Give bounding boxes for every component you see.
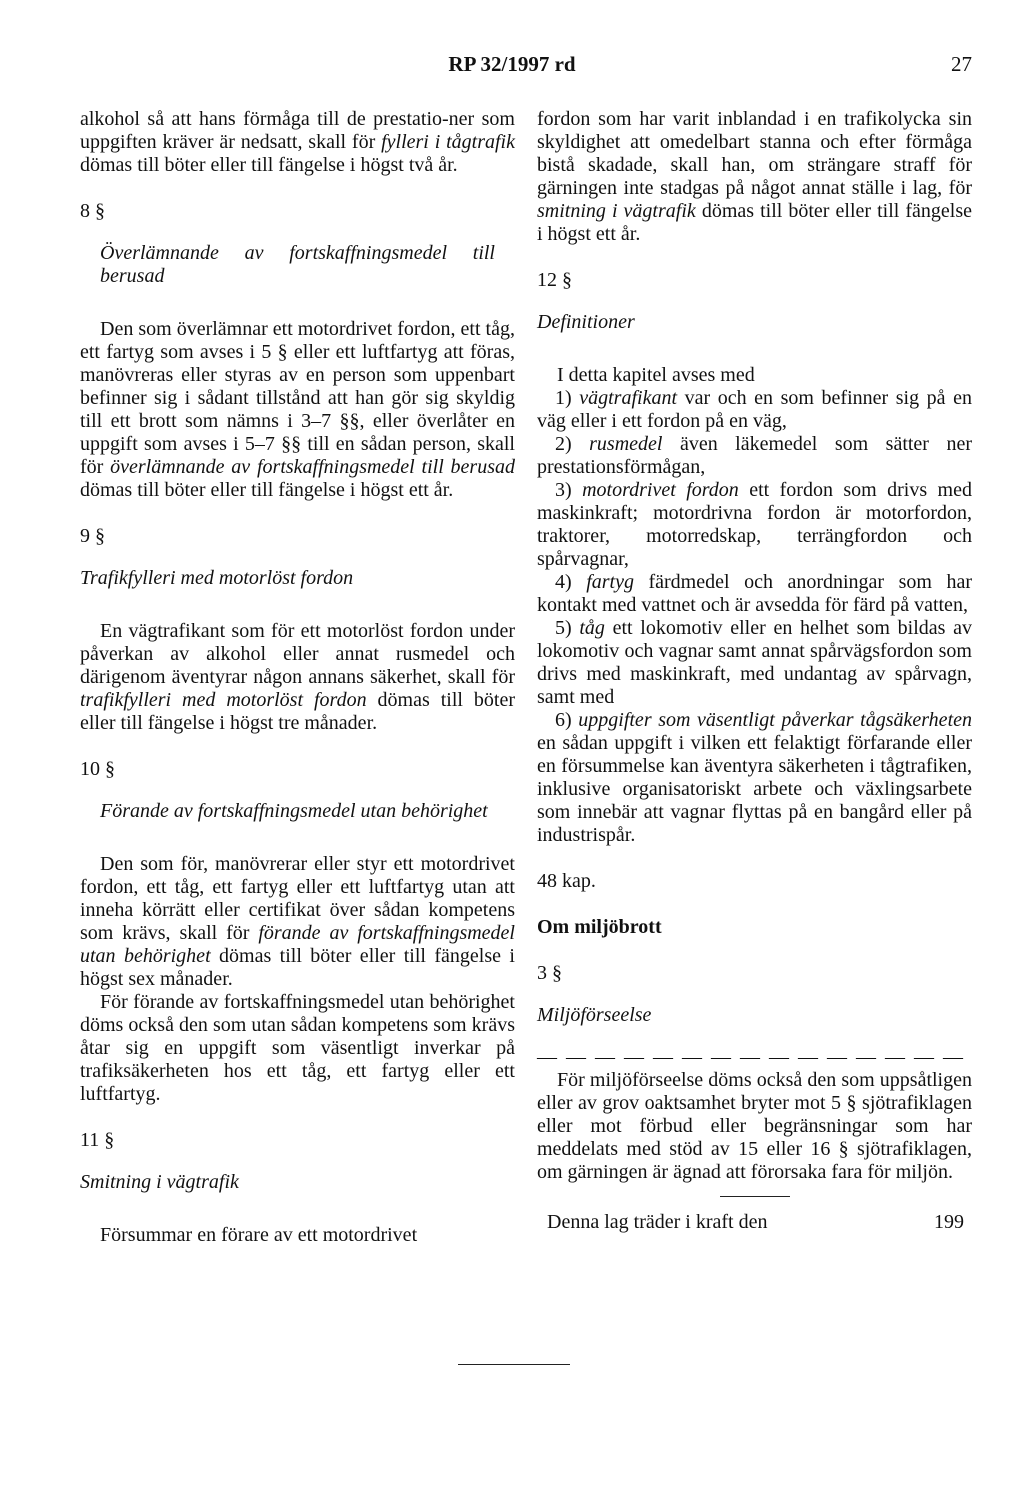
continuation-paragraph — [537, 108, 972, 246]
omission-dashes: — — — — — — — — — — — — — — — — [537, 1046, 965, 1068]
section-12-number: 12 § — [537, 269, 572, 291]
document-id: RP 32/1997 rd — [448, 52, 576, 76]
effective-date-text: Denna lag träder i kraft den — [547, 1211, 768, 1233]
section-10-text-end: dömas till böter eller till fängelse i högst sex månader. — [80, 945, 515, 990]
section-8-number: 8 § — [80, 200, 105, 222]
section-3-heading: Miljöförseelse — [537, 1004, 652, 1026]
section-9-heading: Trafikfylleri med motorlöst fordon — [80, 567, 354, 589]
section-12-heading: Definitioner — [537, 311, 635, 333]
definition-item: 1) vägtrafikant var och en som befinner sig på en väg eller i ett fordon på en väg, — [537, 387, 972, 432]
section-3-paragraph: För miljöförseelse döms också den som uppsåtligen eller av grov oaktsamhet bryter mot 5 § sjötrafiklagen eller mot förbud eller begränsningar som har meddelats med stöd av 15 eller 16 § sjötrafiklagen, om gärningen är ägnad att förorsaka fara för miljön. — [537, 1069, 972, 1183]
effective-date-line — [537, 1211, 972, 1234]
section-10-number: 10 § — [80, 758, 115, 780]
continuation-term: smitning i vägtrafik — [537, 200, 696, 222]
section-8-heading: Överlämnande av fortskaffningsmedel till berusad — [100, 242, 495, 287]
section-10-paragraph-2: För förande av fortskaffningsmedel utan behörighet döms också den som utan sådan kompetens som krävs åtar sig en uppgift som väsentligt inverkar på trafiksäkerheten hos ett tåg, ett fartyg eller ett luftfartyg. — [80, 991, 515, 1105]
section-9-number: 9 § — [80, 525, 105, 547]
section-8-paragraph — [80, 318, 515, 502]
end-rule — [458, 1364, 570, 1365]
definition-item: 4) fartyg färdmedel och anordningar som har kontakt med vattnet och är avsedda för färd på vatten, — [537, 571, 972, 616]
section-10-text: Den som för, manövrerar eller styr ett motordrivet fordon, ett tåg, ett fartyg eller ett luftfartyg utan att inneha körrätt eller certifikat över sådan kompetens som krävs, skall för — [80, 853, 515, 944]
continuation-text: fordon som har varit inblandad i en trafikolycka sin skyldighet att omedelbart stanna och efter förmåga bistå skadade, skall han, om strängare straff för gärningen inte stadgas på något annat ställe i lag, för — [537, 108, 972, 199]
definition-item: 5) tåg ett lokomotiv eller en helhet som bildas av lokomotiv och vagnar samt annat spårvägsfordon som drivs med maskinkraft, med undantag av spårvagn, samt med — [537, 617, 972, 708]
section-12-intro: I detta kapitel avses med — [557, 364, 755, 386]
section-10-term: förande av fortskaffningsmedel utan behörighet — [80, 922, 515, 967]
definition-item: 3) motordrivet fordon ett fordon som drivs med maskinkraft; motordrivna fordon är motorfordon, traktorer, motorredskap, terrängfordon och spårvagnar, — [537, 479, 972, 570]
intro-text: alkohol så att hans förmåga till de prestatio-ner som uppgiften kräver är nedsatt, skall för — [80, 108, 515, 153]
effective-date-year: 199 — [934, 1211, 964, 1233]
page-number: 27 — [951, 52, 972, 76]
definition-item: 6) uppgifter som väsentligt påverkar tågsäkerheten en sådan uppgift i vilken ett felaktigt förfarande eller en försummelse kan äventyra säkerheten i tågtrafiken, inklusive organisatoriskt arbete och växlingsarbete som innebär att vagnar flyttas på en bangård eller på industrispår. — [537, 709, 972, 846]
right-column — [537, 108, 972, 1234]
section-8-text-end: dömas till böter eller till fängelse i högst ett år. — [80, 479, 454, 501]
section-10-heading: Förande av fortskaffningsmedel utan behörighet — [100, 800, 488, 822]
section-10-paragraph — [80, 853, 515, 991]
section-9-text-end: dömas till böter eller till fängelse i högst tre månader. — [80, 689, 515, 734]
section-9-text: En vägtrafikant som för ett motorlöst fordon under påverkan av alkohol eller annat rusmedel och därigenom äventyrar någon annans säkerhet, skall för — [80, 620, 515, 688]
chapter-title: Om miljöbrott — [537, 916, 662, 938]
section-9-term: trafikfylleri med motorlöst fordon — [80, 689, 367, 711]
section-11-heading: Smitning i vägtrafik — [80, 1171, 239, 1193]
chapter-number: 48 kap. — [537, 870, 596, 892]
section-3-number: 3 § — [537, 962, 562, 984]
section-8-term: överlämnande av fortskaffningsmedel till berusad — [110, 456, 515, 478]
page-header — [0, 52, 1024, 82]
intro-text-end: dömas till böter eller till fängelse i högst två år. — [80, 154, 458, 176]
section-9-paragraph — [80, 620, 515, 735]
section-11-paragraph: Försummar en förare av ett motordrivet — [100, 1224, 418, 1246]
continuation-text-end: dömas till böter eller till fängelse i högst ett år. — [537, 200, 972, 245]
intro-paragraph — [80, 108, 515, 177]
definition-item: 2) rusmedel även läkemedel som sätter ner prestationsförmågan, — [537, 433, 972, 478]
section-8-text: Den som överlämnar ett motordrivet fordon, ett tåg, ett fartyg som avses i 5 § eller ett luftfartyg att föras, manövreras eller styras av en person som uppenbart befinner sig i sådant tillstånd att han gör sig skyldig till ett brott som nämns i 3–7 §§, eller överlåter en uppgift som avses i 5–7 §§ till en sådan person, skall för — [80, 318, 515, 478]
section-11-number: 11 § — [80, 1129, 115, 1151]
left-column — [80, 108, 515, 1247]
intro-term: fylleri i tågtrafik — [381, 131, 515, 153]
